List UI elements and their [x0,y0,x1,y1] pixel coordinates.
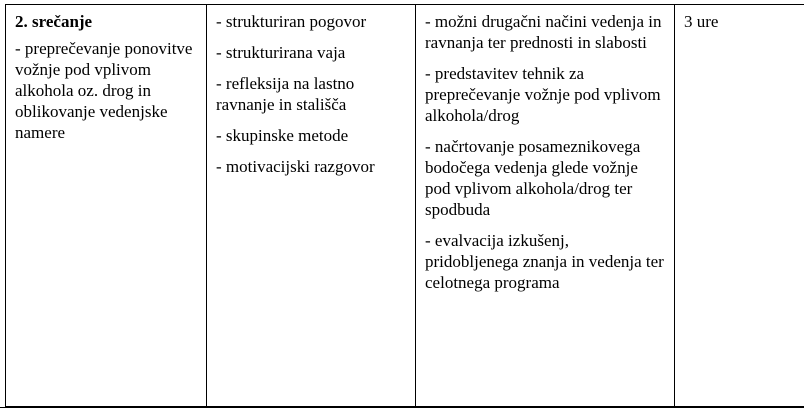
content-cell [416,5,675,407]
list-item: - strukturirana vaja [216,43,346,62]
table-row [6,5,804,407]
program-table [5,4,804,407]
list-item: - skupinske metode [216,126,349,145]
list-item: - strukturiran pogovor [216,12,367,31]
list-item: - refleksija na lastno ravnanje in stališča [216,74,355,114]
session-cell [6,5,207,407]
duration-cell [675,5,804,407]
list-item: - možni drugačni načini vedenja in ravnanja ter prednosti in slabosti [425,12,662,52]
methods-cell [207,5,416,407]
list-item: - načrtovanje posameznikovega bodočega vedenja glede vožnje pod vplivom alkohola/drog ter spodbuda [425,137,641,219]
page-bottom-rule [0,407,804,408]
list-item: - evalvacija izkušenj, pridobljenega znanja in vedenja ter celotnega programa [425,231,664,292]
session-goal: - preprečevanje ponovitve vožnje pod vplivom alkohola oz. drog in oblikovanje vedenjske namere [15,39,193,142]
list-item: - predstavitev tehnik za preprečevanje vožnje pod vplivom alkohola/drog [425,64,661,125]
duration-value: 3 ure [684,12,719,31]
session-title: 2. srečanje [15,12,93,31]
list-item: - motivacijski razgovor [216,157,375,176]
